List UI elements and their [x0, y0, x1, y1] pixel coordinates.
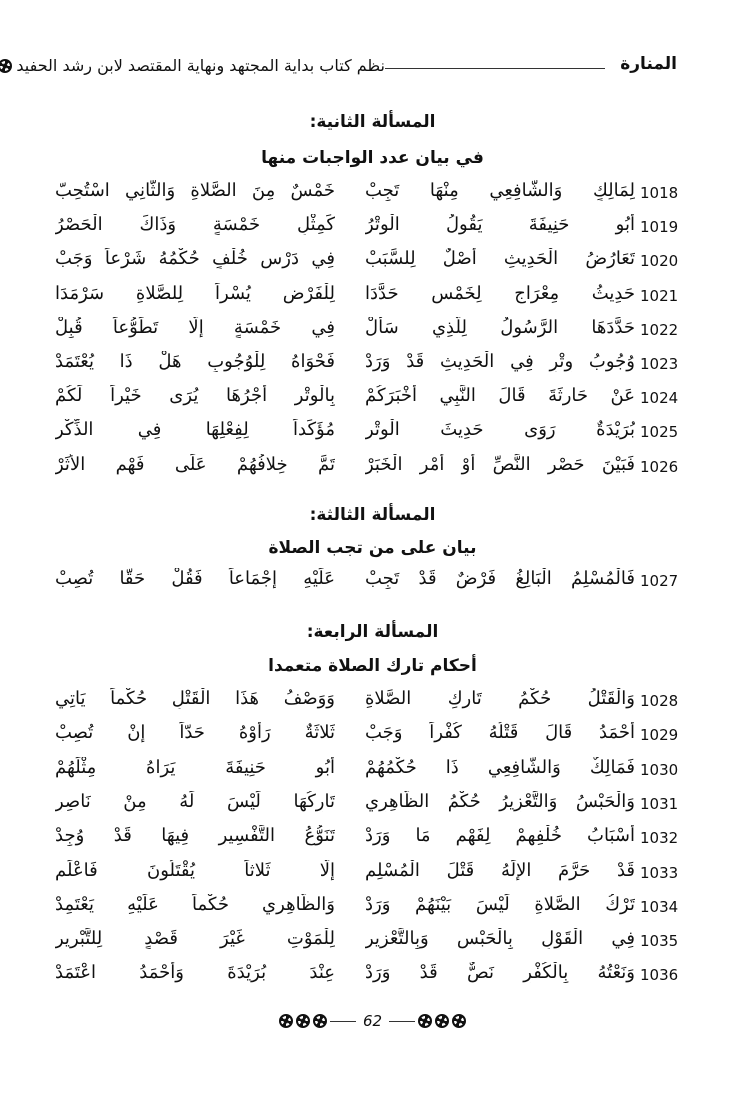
section-heading: المسألة الثانية:: [309, 112, 436, 132]
verse-number: 1018: [640, 184, 679, 202]
verse-first-hemistich: حَدَّدَهَا الرَّسُولُ لِلَّذِي سَأَلْ: [365, 316, 635, 338]
verse-row: [0, 385, 745, 415]
verse-second-hemistich: تَارِكُهَا لَيْسَ لَهُ مِنْ نَاصِرِ: [55, 790, 335, 812]
verse-first-hemistich: وَالْحَبْسُ وَالتَّعْزِيرُ حُكْمُ الظَّاهِرِي: [365, 790, 635, 812]
verse-number: 1019: [640, 218, 679, 237]
verse-first-hemistich: فَالْمُسْلِمُ الْبَالِغُ فَرْضٌ قَدْ تَجِبْ: [365, 568, 635, 589]
verse-second-hemistich: لِلْمَوْتِ غَيْرَ قَصْدٍ لِلتَّبْرِيرِ: [55, 928, 335, 950]
verse-row: [0, 419, 745, 449]
verse-row: [0, 962, 745, 992]
verse-second-hemistich: ثَلاثَةٌ رَأَوْهُ حَدّاً إِنْ تُصِبْ: [55, 722, 335, 744]
verse-first-hemistich: فَمَالِكٌ وَالشَّافِعِي ذَا حُكْمُهُمْ: [365, 756, 635, 778]
verse-first-hemistich: فِي الْقَوْلِ بِالْحَبْسِ وَبِالتَّعْزِيرِ: [365, 928, 635, 950]
verse-number: 1022: [640, 320, 679, 339]
verse-number: 1024: [640, 389, 679, 408]
verse-first-hemistich: بُرَيْدَةٌ رَوَى حَدِيثَ الْوِتْرِ: [365, 419, 635, 441]
verse-row: [0, 214, 745, 244]
verse-row: [0, 568, 745, 598]
verse-number: 1036: [640, 966, 679, 985]
section-heading: المسألة الرابعة:: [306, 622, 439, 642]
verse-row: [0, 860, 745, 890]
ornament-icon: [296, 1014, 310, 1028]
verse-second-hemistich: عِنْدَ بُرَيْدَةَ وَأَحْمَدُ اعْتَمَدْ: [55, 962, 335, 984]
verse-first-hemistich: وَنَعْتُهُ بِالْكُفْرِ نَصٌّ قَدْ وَرَدْ: [365, 962, 635, 984]
verse-number: 1030: [640, 760, 679, 779]
verse-row: [0, 454, 745, 484]
verse-number: 1025: [640, 423, 679, 442]
verse-number: 1031: [640, 794, 679, 813]
verse-second-hemistich: أَبُو حَنِيفَةَ يَرَاهُ مِثْلَهُمْ: [55, 756, 335, 778]
verse-row: [0, 248, 745, 278]
verse-second-hemistich: مُؤَكِّداً لِفِعْلِهَا فِي الذِّكْرِ: [55, 419, 335, 441]
verse-row: [0, 894, 745, 924]
verse-first-hemistich: وَالْقَتْلُ حُكْمُ تَارِكِ الصَّلاةِ: [365, 688, 635, 709]
verse-number: 1026: [640, 457, 679, 476]
verse-second-hemistich: بِالْوِتْرِ أَجْرُهَا يُرَى خَيْراً لَكُمْ: [55, 385, 335, 407]
verse-second-hemistich: خَمْسٌ مِنَ الصَّلاةِ وَالثَّانِي اسْتُحِبّ: [55, 180, 335, 201]
section-subheading: أحكام تارك الصلاة متعمدا: [268, 656, 477, 676]
verse-second-hemistich: تَمَّ خِلافُهُمْ عَلَى فَهْمِ الأَثَرْ: [55, 453, 335, 475]
section-heading: المسألة الثالثة:: [309, 505, 436, 525]
header-book-title-group: [0, 56, 385, 75]
verse-first-hemistich: وُجُوبُ وِتْرٍ فِي الْحَدِيثِ قَدْ وَرَدْ: [365, 351, 635, 372]
verse-second-hemistich: تَنَوُّعُ التَّفْسِيرِ فِيهَا قَدْ وُجِدْ: [55, 825, 335, 847]
verse-second-hemistich: وَالظَّاهِرِي حُكْماً عَلَيْهِ يَعْتَمِدْ: [55, 893, 335, 915]
verse-row: [0, 688, 745, 718]
verse-first-hemistich: عَنْ حَارِثَةَ قَالَ النَّبِي أَخْبَرَكُمْ: [365, 385, 635, 407]
section-subheading: بيان على من تجب الصلاة: [268, 538, 477, 558]
verse-number: 1023: [640, 355, 679, 373]
verse-row: [0, 928, 745, 958]
verse-row: [0, 791, 745, 821]
verse-number: 1035: [640, 932, 679, 951]
verse-row: [0, 180, 745, 210]
section-subheading: في بيان عدد الواجبات منها: [261, 148, 484, 168]
verse-first-hemistich: حَدِيثُ مِعْرَاجٍ لِخَمْسٍ حَدَّدَا: [365, 282, 635, 304]
verse-row: [0, 351, 745, 381]
footer-rule: [389, 1021, 415, 1022]
ornament-icon: [452, 1014, 466, 1028]
page-footer: [0, 1012, 745, 1030]
header-series-title: المنارة: [620, 54, 677, 74]
verse-row: [0, 825, 745, 855]
verse-number: 1032: [640, 829, 679, 848]
verse-second-hemistich: لِلْفَرْضِ يُسْراً لِلصَّلاةِ سَرْمَدَا: [55, 282, 335, 304]
ornament-icon: [279, 1014, 293, 1028]
verse-row: [0, 283, 745, 313]
verse-number: 1029: [640, 726, 679, 745]
verse-number: 1028: [640, 692, 679, 710]
verse-number: 1027: [640, 572, 679, 590]
verse-first-hemistich: فَبَيْنَ حَصْرِ النَّصِّ أَوْ أَمْرِ الْخَبَرْ: [365, 453, 635, 475]
verse-first-hemistich: أَحْمَدُ قَالَ قَتْلُهُ كُفْراً وَجَبْ: [365, 722, 635, 744]
verse-row: [0, 317, 745, 347]
header-book-title: نظم كتاب بداية المجتهد ونهاية المقتصد لابن رشد الحفيد: [16, 56, 385, 75]
footer-rule: [330, 1021, 356, 1022]
verse-second-hemistich: فَحْوَاهُ لِلْوُجُوبِ هَلْ ذَا يُعْتَمَدْ: [55, 351, 335, 372]
verse-first-hemistich: أَسْبَابُ خُلْفِهِمْ لِفَهْمِ مَا وَرَدْ: [365, 825, 635, 847]
verse-number: 1034: [640, 897, 679, 916]
verse-first-hemistich: أَبُو حَنِيفَةَ يَقُولُ الْوِتْرُ: [365, 214, 635, 236]
verse-number: 1033: [640, 863, 679, 882]
ornament-icon: [313, 1014, 327, 1028]
verse-row: [0, 722, 745, 752]
verse-second-hemistich: فِي دَرْسِ خُلْفٍ حُكْمُهُ شَرْعاً وَجَبْ: [55, 248, 335, 270]
header-rule: [385, 68, 605, 69]
verse-second-hemistich: إِلَّا ثَلاثاً يُقْتَلُونَ فَاعْلَمِ: [55, 859, 335, 881]
verse-second-hemistich: كَمِثْلِ خَمْسَةٍ وَذَاكَ الْحَصْرُ: [55, 214, 335, 236]
verse-first-hemistich: تَعَارُضُ الْحَدِيثِ أَصْلٌ لِلسَّبَبْ: [365, 248, 635, 270]
ornament-icon: [0, 59, 12, 73]
verse-number: 1021: [640, 286, 679, 305]
verse-row: [0, 757, 745, 787]
verse-first-hemistich: قَدْ حَرَّمَ الإِلَهُ قَتْلَ الْمُسْلِمِ: [365, 859, 635, 881]
page-header: [0, 52, 745, 86]
verse-second-hemistich: فِي خَمْسَةٍ إِلَّا تَطَوُّعاً قُبِلْ: [55, 316, 335, 338]
verse-first-hemistich: لِمَالِكٍ وَالشَّافِعِي مِنْهَا تَجِبْ: [365, 180, 635, 201]
verse-first-hemistich: تَرْكُ الصَّلاةِ لَيْسَ بَيْنَهُمْ وَرَدْ: [365, 893, 635, 915]
ornament-icon: [418, 1014, 432, 1028]
page-number: 62: [362, 1012, 383, 1030]
verse-second-hemistich: وَوَصْفُ هَذَا الْقَتْلِ حُكْماً يَاتِي: [55, 688, 335, 709]
ornament-icon: [435, 1014, 449, 1028]
verse-second-hemistich: عَلَيْهِ إِجْمَاعاً فَقُلْ حَقًّا تُصِبْ: [55, 568, 335, 589]
verse-number: 1020: [640, 252, 679, 271]
